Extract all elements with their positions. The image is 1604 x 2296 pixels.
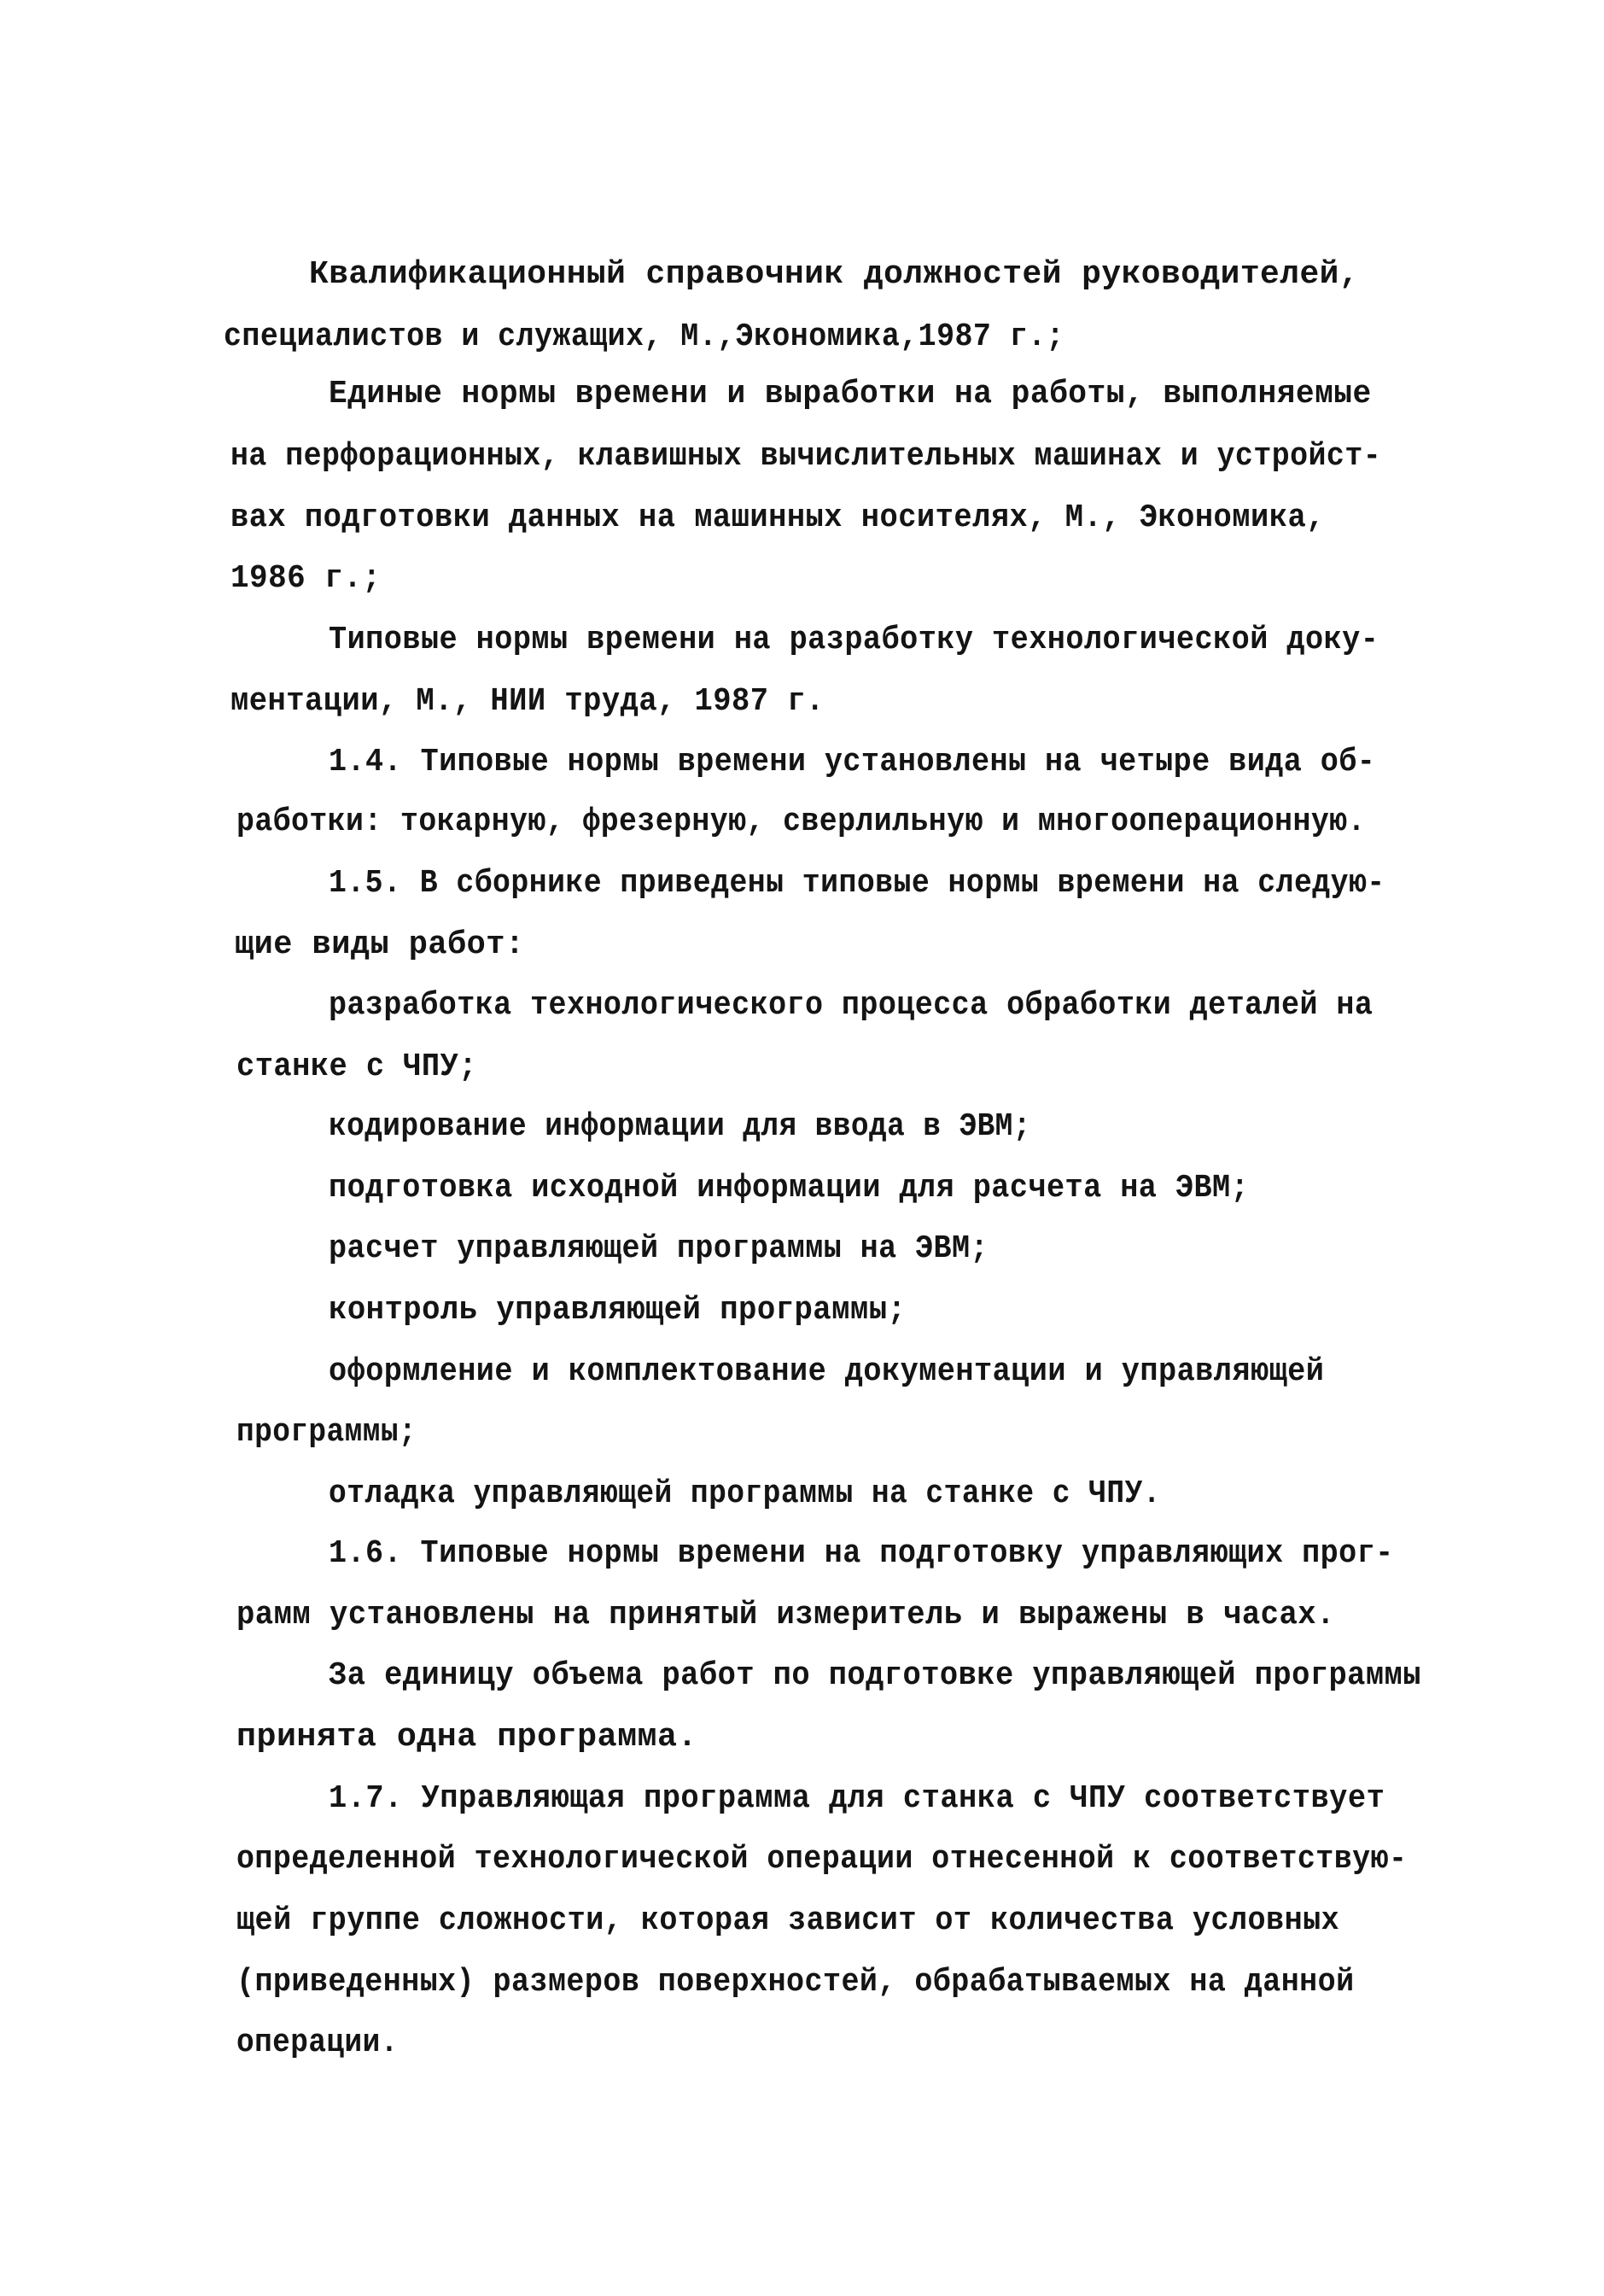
text-line: определенной технологической операции отнесенной к соответствую- bbox=[236, 1841, 1408, 1878]
text-line: 1.7. Управляющая программа для станка с ЧПУ соответствует bbox=[329, 1780, 1385, 1817]
text-line: 1.4. Типовые нормы времени установлены на четыре вида об- bbox=[329, 744, 1376, 780]
text-line: программы; bbox=[236, 1414, 417, 1451]
text-line: на перфорационных, клавишных вычислительных машинах и устройст- bbox=[230, 438, 1382, 475]
text-line: работки: токарную, фрезерную, сверлильную и многооперационную. bbox=[236, 803, 1366, 840]
text-line: щие виды работ: bbox=[235, 926, 525, 963]
text-line: 1.5. В сборнике приведены типовые нормы времени на следую- bbox=[329, 865, 1385, 902]
text-line: операции. bbox=[236, 2024, 399, 2061]
text-line: 1986 г.; bbox=[230, 560, 382, 597]
text-line: Квалификационный справочник должностей руководителей, bbox=[309, 256, 1360, 293]
text-line: станке с ЧПУ; bbox=[236, 1049, 477, 1085]
text-line: оформление и комплектование документации и управляющей bbox=[329, 1353, 1325, 1390]
text-line: расчет управляющей программы на ЭВМ; bbox=[329, 1230, 989, 1267]
text-line: принята одна программа. bbox=[236, 1719, 697, 1756]
text-line: кодирование информации для ввода в ЭВМ; bbox=[329, 1108, 1031, 1145]
text-line: подготовка исходной информации для расчета на ЭВМ; bbox=[329, 1170, 1250, 1206]
text-line: контроль управляющей программы; bbox=[329, 1292, 907, 1329]
text-line: Типовые нормы времени на разработку технологической доку- bbox=[329, 622, 1379, 658]
text-line: (приведенных) размеров поверхностей, обрабатываемых на данной bbox=[236, 1964, 1355, 2001]
text-line: вах подготовки данных на машинных носителях, М., Экономика, bbox=[230, 500, 1325, 536]
text-line: щей группе сложности, которая зависит от количества условных bbox=[236, 1902, 1340, 1939]
text-line: специалистов и служащих, М.,Экономика,1987 г.; bbox=[224, 318, 1064, 355]
text-line: Единые нормы времени и выработки на работы, выполняемые bbox=[329, 376, 1372, 412]
text-line: рамм установлены на принятый измеритель и выражены в часах. bbox=[236, 1597, 1335, 1633]
text-line: ментации, М., НИИ труда, 1987 г. bbox=[230, 683, 825, 720]
text-line: отладка управляющей программы на станке с ЧПУ. bbox=[329, 1475, 1161, 1512]
text-line: 1.6. Типовые нормы времени на подготовку управляющих прог- bbox=[329, 1535, 1394, 1572]
text-line: разработка технологического процесса обработки деталей на bbox=[329, 987, 1374, 1024]
text-line: За единицу объема работ по подготовке управляющей программы bbox=[329, 1657, 1421, 1694]
